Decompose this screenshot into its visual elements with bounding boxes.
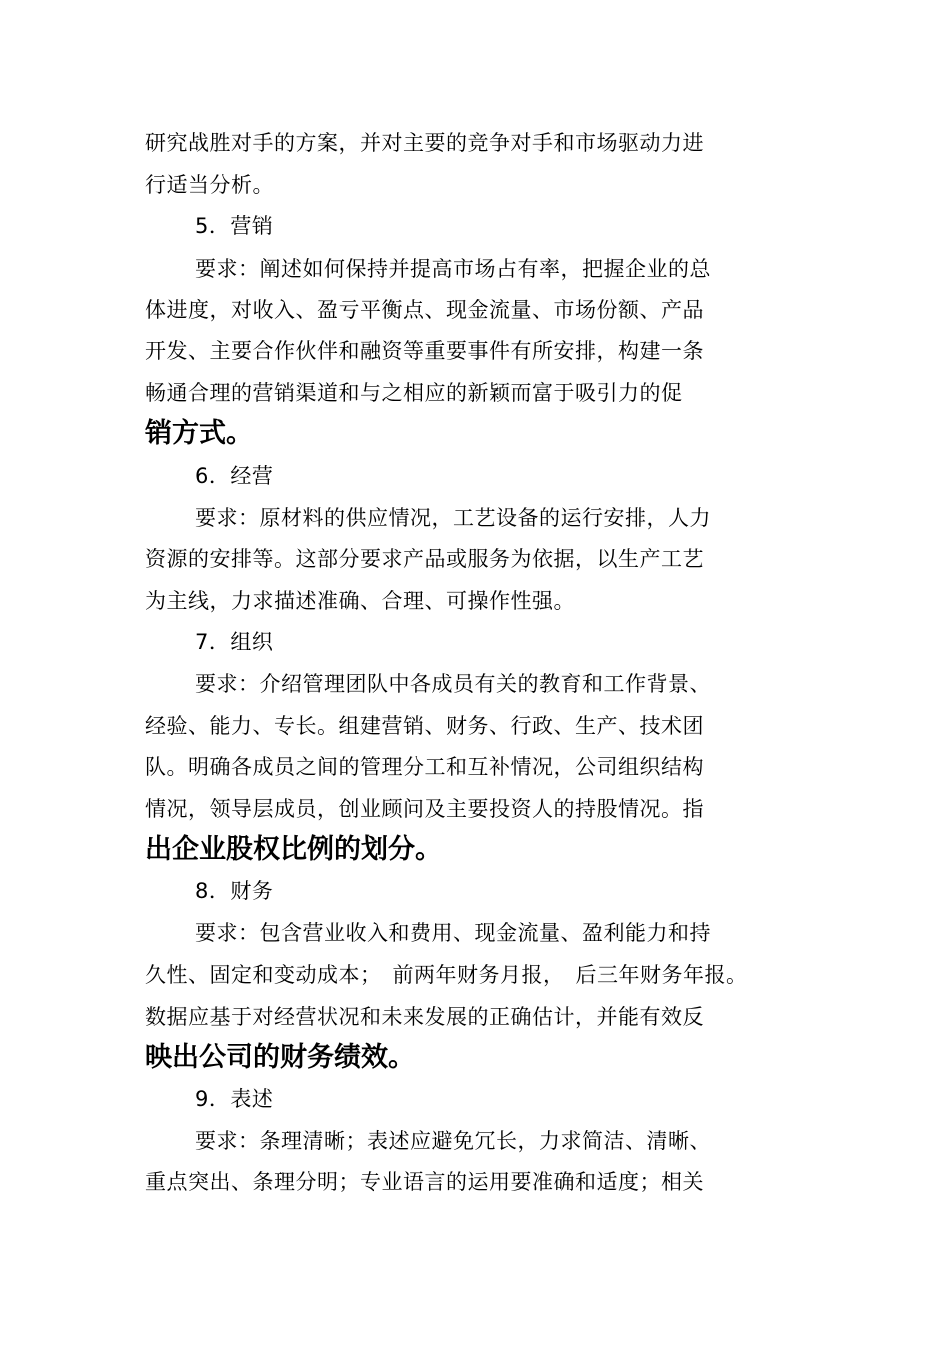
paragraph-line: 经验、能力、专长。组建营销、财务、行政、生产、技术团 [145,714,704,738]
section-heading-marketing: 5．营销 [195,214,274,238]
section-heading-organization: 7．组织 [195,630,274,654]
paragraph-line: 行适当分析。 [145,173,274,197]
paragraph-line: 要求：包含营业收入和费用、现金流量、盈利能力和持 [195,921,711,945]
paragraph-line-large: 映出公司的财务绩效。 [145,1042,415,1073]
section-heading-operations: 6．经营 [195,464,274,488]
paragraph-line: 重点突出、条理分明；专业语言的运用要准确和适度；相关 [145,1170,704,1194]
paragraph-line: 队。明确各成员之间的管理分工和互补情况，公司组织结构 [145,755,704,779]
paragraph-line: 情况，领导层成员，创业顾问及主要投资人的持股情况。指 [145,797,704,821]
paragraph-line-large: 出企业股权比例的划分。 [145,834,442,865]
paragraph-line: 体进度，对收入、盈亏平衡点、现金流量、市场份额、产品 [145,298,704,322]
paragraph-line: 要求：阐述如何保持并提高市场占有率，把握企业的总 [195,257,711,281]
paragraph-line-large: 销方式。 [145,418,253,449]
paragraph-line: 资源的安排等。这部分要求产品或服务为依据，以生产工艺 [145,547,704,571]
paragraph-line: 要求：原材料的供应情况，工艺设备的运行安排，人力 [195,506,711,530]
paragraph-line: 要求：条理清晰；表述应避免冗长，力求简洁、清晰、 [195,1129,711,1153]
paragraph-line: 要求：介绍管理团队中各成员有关的教育和工作背景、 [195,672,711,696]
paragraph-line: 久性、固定和变动成本； 前两年财务月报， 后三年财务年报。 [145,963,748,987]
section-heading-finance: 8．财务 [195,879,274,903]
paragraph-line: 开发、主要合作伙伴和融资等重要事件有所安排，构建一条 [145,339,704,363]
paragraph-line: 数据应基于对经营状况和未来发展的正确估计，并能有效反 [145,1005,704,1029]
paragraph-line: 研究战胜对手的方案，并对主要的竞争对手和市场驱动力进 [145,131,704,155]
paragraph-line: 为主线，力求描述准确、合理、可操作性强。 [145,589,575,613]
paragraph-line: 畅通合理的营销渠道和与之相应的新颖而富于吸引力的促 [145,381,683,405]
section-heading-presentation: 9．表述 [195,1087,274,1111]
